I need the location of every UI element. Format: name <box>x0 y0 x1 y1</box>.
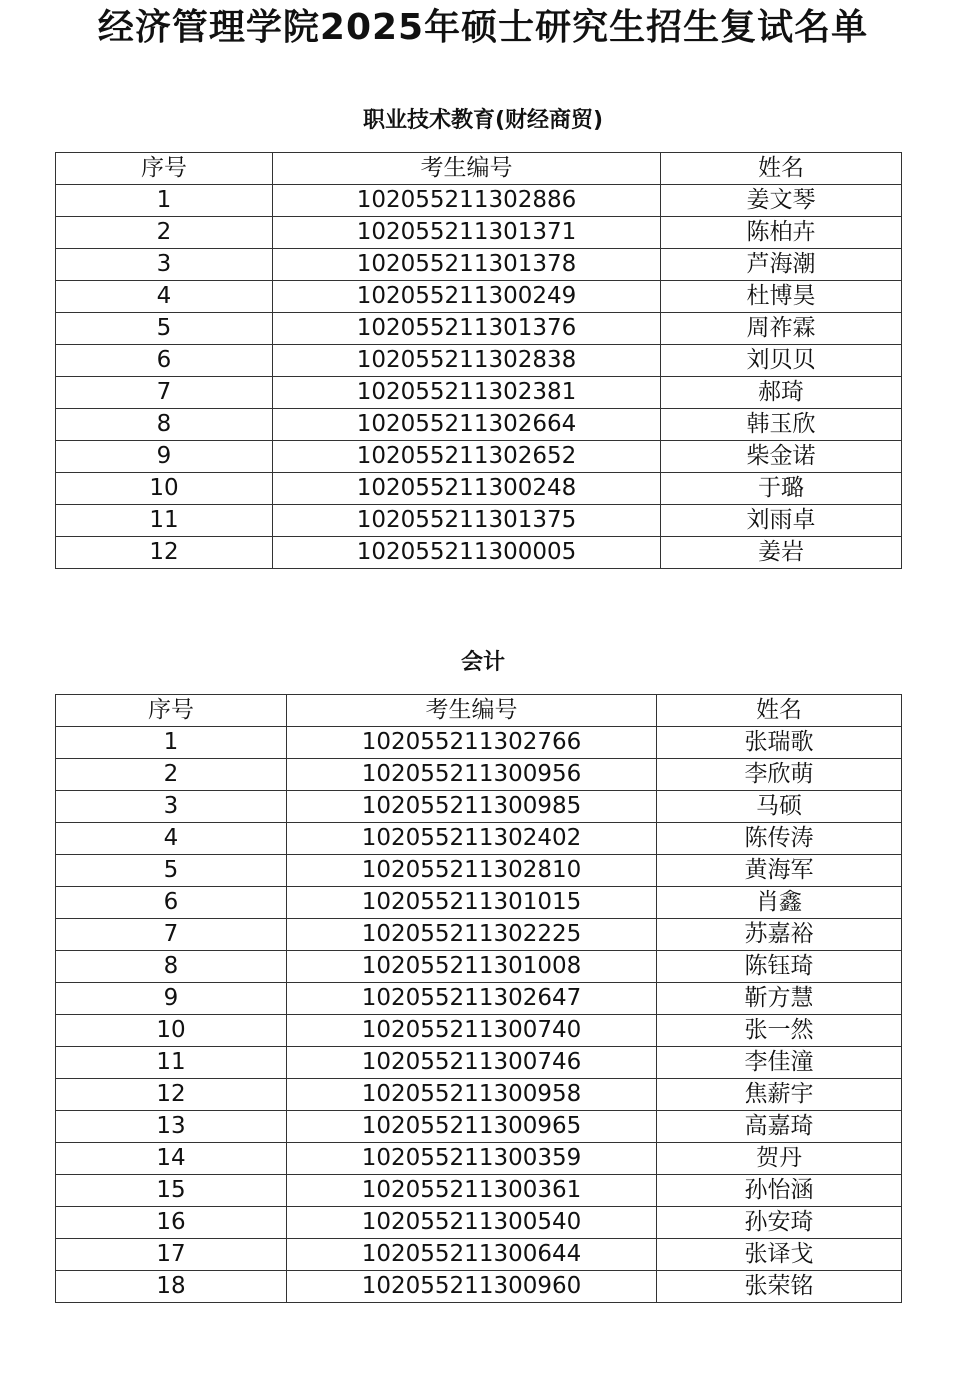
cell-seq: 2 <box>56 759 287 791</box>
table-row <box>56 791 902 823</box>
cell-candidate-id: 102055211300958 <box>287 1079 657 1111</box>
cell-seq: 9 <box>56 983 287 1015</box>
cell-candidate-id: 102055211301015 <box>287 887 657 919</box>
cell-seq: 4 <box>56 823 287 855</box>
table-row <box>56 473 902 505</box>
table-row <box>56 727 902 759</box>
cell-name: 孙安琦 <box>657 1207 902 1239</box>
cell-name: 李佳潼 <box>657 1047 902 1079</box>
cell-seq: 18 <box>56 1271 287 1303</box>
cell-candidate-id: 102055211300359 <box>287 1143 657 1175</box>
table-header-row <box>56 153 902 185</box>
table-row <box>56 855 902 887</box>
cell-candidate-id: 102055211301008 <box>287 951 657 983</box>
page-title: 经济管理学院2025年硕士研究生招生复试名单 <box>97 7 869 48</box>
cell-seq: 16 <box>56 1207 287 1239</box>
cell-candidate-id: 102055211300956 <box>287 759 657 791</box>
table-row <box>56 281 902 313</box>
table-row <box>56 919 902 951</box>
cell-candidate-id: 102055211302225 <box>287 919 657 951</box>
cell-name: 芦海潮 <box>661 249 902 281</box>
table-row <box>56 185 902 217</box>
cell-candidate-id: 102055211300248 <box>273 473 661 505</box>
cell-seq: 11 <box>56 1047 287 1079</box>
cell-candidate-id: 102055211300540 <box>287 1207 657 1239</box>
cell-name: 张译戈 <box>657 1239 902 1271</box>
cell-candidate-id: 102055211300005 <box>273 537 661 569</box>
cell-seq: 2 <box>56 217 273 249</box>
cell-candidate-id: 102055211300985 <box>287 791 657 823</box>
table-row <box>56 1271 902 1303</box>
cell-candidate-id: 102055211302810 <box>287 855 657 887</box>
table-row <box>56 983 902 1015</box>
table-row <box>56 823 902 855</box>
section-heading-accounting: 会计 <box>460 650 505 675</box>
cell-candidate-id: 102055211300746 <box>287 1047 657 1079</box>
cell-candidate-id: 102055211301378 <box>273 249 661 281</box>
table-row <box>56 1207 902 1239</box>
table-row <box>56 1175 902 1207</box>
cell-candidate-id: 102055211301375 <box>273 505 661 537</box>
cell-seq: 14 <box>56 1143 287 1175</box>
cell-name: 郝琦 <box>661 377 902 409</box>
cell-name: 刘雨卓 <box>661 505 902 537</box>
column-header-candidate-id: 考生编号 <box>287 695 657 727</box>
cell-seq: 11 <box>56 505 273 537</box>
cell-seq: 1 <box>56 727 287 759</box>
cell-name: 黄海军 <box>657 855 902 887</box>
cell-seq: 7 <box>56 919 287 951</box>
table-row <box>56 1143 902 1175</box>
cell-seq: 9 <box>56 441 273 473</box>
cell-seq: 8 <box>56 951 287 983</box>
cell-name: 姜文琴 <box>661 185 902 217</box>
cell-seq: 5 <box>56 313 273 345</box>
vocational-roster-table <box>55 152 902 569</box>
table-row <box>56 409 902 441</box>
table-row <box>56 537 902 569</box>
cell-name: 马硕 <box>657 791 902 823</box>
cell-seq: 13 <box>56 1111 287 1143</box>
table-row <box>56 1079 902 1111</box>
table-row <box>56 313 902 345</box>
cell-name: 李欣萌 <box>657 759 902 791</box>
table-row <box>56 951 902 983</box>
cell-seq: 6 <box>56 887 287 919</box>
cell-name: 于璐 <box>661 473 902 505</box>
cell-name: 陈钰琦 <box>657 951 902 983</box>
table-row <box>56 1239 902 1271</box>
cell-name: 贺丹 <box>657 1143 902 1175</box>
cell-name: 张瑞歌 <box>657 727 902 759</box>
cell-candidate-id: 102055211300740 <box>287 1015 657 1047</box>
cell-seq: 12 <box>56 537 273 569</box>
cell-seq: 12 <box>56 1079 287 1111</box>
table-row <box>56 759 902 791</box>
cell-candidate-id: 102055211302652 <box>273 441 661 473</box>
cell-name: 高嘉琦 <box>657 1111 902 1143</box>
cell-name: 姜岩 <box>661 537 902 569</box>
table-row <box>56 1047 902 1079</box>
cell-seq: 1 <box>56 185 273 217</box>
cell-seq: 5 <box>56 855 287 887</box>
column-header-name: 姓名 <box>657 695 902 727</box>
cell-seq: 3 <box>56 249 273 281</box>
cell-name: 肖鑫 <box>657 887 902 919</box>
cell-seq: 17 <box>56 1239 287 1271</box>
table-row <box>56 887 902 919</box>
cell-candidate-id: 102055211302381 <box>273 377 661 409</box>
column-header-seq: 序号 <box>56 153 273 185</box>
cell-name: 张荣铭 <box>657 1271 902 1303</box>
cell-name: 刘贝贝 <box>661 345 902 377</box>
cell-seq: 3 <box>56 791 287 823</box>
cell-seq: 10 <box>56 473 273 505</box>
column-header-candidate-id: 考生编号 <box>273 153 661 185</box>
table-row <box>56 217 902 249</box>
cell-candidate-id: 102055211300361 <box>287 1175 657 1207</box>
table-row <box>56 249 902 281</box>
table-row <box>56 377 902 409</box>
cell-candidate-id: 102055211301376 <box>273 313 661 345</box>
table-row <box>56 505 902 537</box>
cell-name: 苏嘉裕 <box>657 919 902 951</box>
cell-name: 杜博昊 <box>661 281 902 313</box>
column-header-seq: 序号 <box>56 695 287 727</box>
cell-name: 孙怡涵 <box>657 1175 902 1207</box>
cell-candidate-id: 102055211301371 <box>273 217 661 249</box>
cell-candidate-id: 102055211302766 <box>287 727 657 759</box>
cell-candidate-id: 102055211302402 <box>287 823 657 855</box>
table-row <box>56 441 902 473</box>
accounting-roster-table <box>55 694 902 1303</box>
cell-name: 焦薪宇 <box>657 1079 902 1111</box>
cell-seq: 6 <box>56 345 273 377</box>
cell-name: 陈柏卉 <box>661 217 902 249</box>
table-header-row <box>56 695 902 727</box>
table-row <box>56 1015 902 1047</box>
cell-name: 柴金诺 <box>661 441 902 473</box>
cell-name: 张一然 <box>657 1015 902 1047</box>
section-heading-vocational: 职业技术教育(财经商贸) <box>362 108 604 133</box>
cell-candidate-id: 102055211300249 <box>273 281 661 313</box>
cell-name: 陈传涛 <box>657 823 902 855</box>
cell-seq: 8 <box>56 409 273 441</box>
table-row <box>56 345 902 377</box>
cell-seq: 7 <box>56 377 273 409</box>
cell-candidate-id: 102055211302838 <box>273 345 661 377</box>
cell-name: 周祚霖 <box>661 313 902 345</box>
cell-candidate-id: 102055211302886 <box>273 185 661 217</box>
cell-seq: 10 <box>56 1015 287 1047</box>
column-header-name: 姓名 <box>661 153 902 185</box>
table-row <box>56 1111 902 1143</box>
cell-seq: 15 <box>56 1175 287 1207</box>
cell-name: 靳方慧 <box>657 983 902 1015</box>
cell-candidate-id: 102055211300644 <box>287 1239 657 1271</box>
cell-seq: 4 <box>56 281 273 313</box>
cell-candidate-id: 102055211302647 <box>287 983 657 1015</box>
cell-candidate-id: 102055211302664 <box>273 409 661 441</box>
cell-candidate-id: 102055211300965 <box>287 1111 657 1143</box>
cell-candidate-id: 102055211300960 <box>287 1271 657 1303</box>
cell-name: 韩玉欣 <box>661 409 902 441</box>
